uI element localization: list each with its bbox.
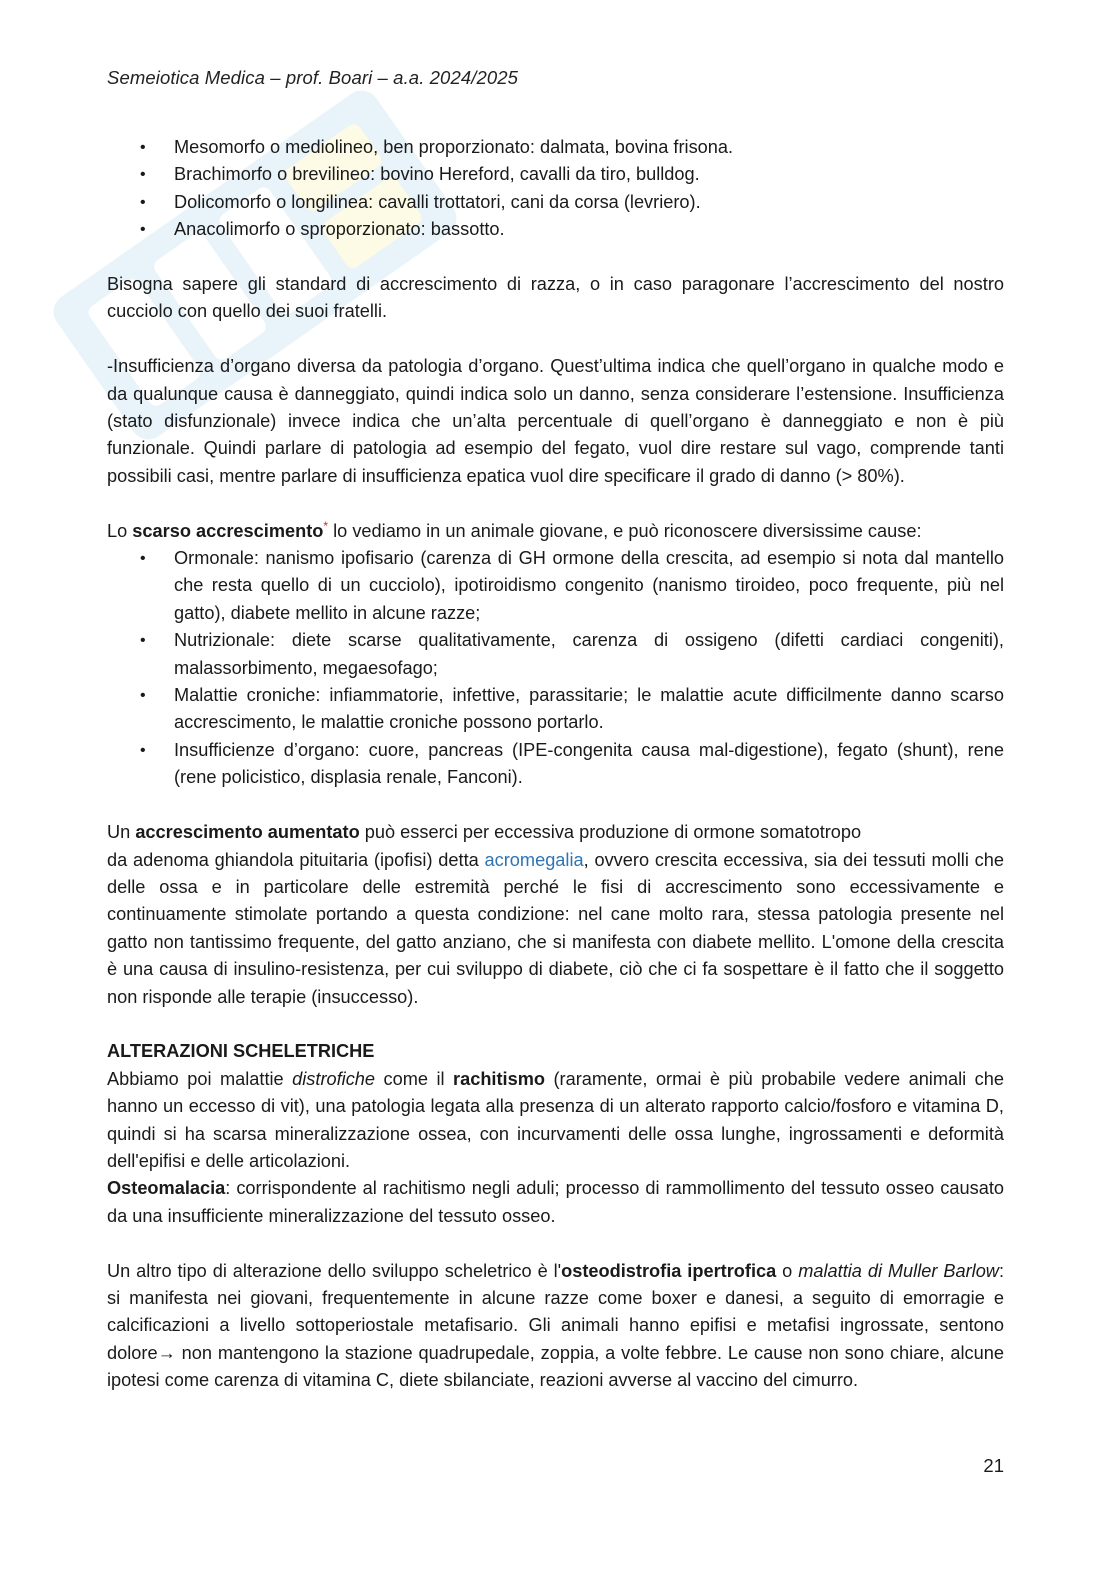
term-accrescimento-aumentato: accrescimento aumentato xyxy=(135,822,360,843)
list-item: • Brachimorfo o brevilineo: bovino Hereford, cavalli da tiro, bulldog. xyxy=(107,161,1004,188)
list-item: • Dolicomorfo o longilinea: cavalli trottatori, cani da corsa (levriero). xyxy=(107,189,1004,216)
list-item: • Malattie croniche: infiammatorie, infettive, parassitarie; le malattie acute difficilmente danno scarso accrescimento, le malattie croniche possono portarlo. xyxy=(107,682,1004,737)
term-rachitismo: rachitismo xyxy=(453,1068,545,1089)
arrow-icon: → xyxy=(157,1342,176,1363)
paragraph-insufficienza: -Insufficienza d’organo diversa da patologia d’organo. Quest’ultima indica che quell’organo in qualche modo e da qualunque causa è danneggiato, quindi indica solo un danno, senza considerare l’estensione. Insufficienza (stato disfunzionale) invece indica che un’alta percentuale di quell’organo è danneggiato e non è più funzionale. Quindi parlare di patologia ad esempio del fegato, vuol dire restare sul vago, comprende tanti possibili casi, mentre parlare di insufficienza epatica vuol dire specificare il grado di danno (> 80%). xyxy=(107,356,1004,486)
footnote-marker: * xyxy=(323,518,329,533)
paragraph-standard: Bisogna sapere gli standard di accrescimento di razza, o in caso paragonare l’accrescimento del nostro cucciolo con quello dei suoi fratelli. xyxy=(107,274,1004,322)
list-item: • Anacolimorfo o sproporzionato: bassotto. xyxy=(107,216,1004,243)
paragraph-rachitismo: Abbiamo poi malattie distrofiche come il rachitismo (raramente, ormai è più probabile vedere animali che hanno un eccesso di vit), una patologia legata alla presenza di un alterato rapporto calcio/fosforo e vitamina D, quindi si ha scarsa mineralizzazione ossea, con incurvamenti delle ossa lunghe, ingrossamenti e deformità dell'epifisi e delle articolazioni. xyxy=(107,1068,1004,1171)
term-osteomalacia: Osteomalacia xyxy=(107,1178,226,1199)
list-item: • Mesomorfo o mediolineo, ben proporzionato: dalmata, bovina frisona. xyxy=(107,134,1004,161)
list-item: • Ormonale: nanismo ipofisario (carenza di GH ormone della crescita, ad esempio si nota dal mantello che resta quello di un cucciolo), ipotiroidismo congenito (nanismo tiroideo, poco frequente, più nel gatto), diabete mellito in alcune razze; xyxy=(107,545,1004,627)
term-osteodistrofia: osteodistrofia ipertrofica xyxy=(561,1260,777,1281)
list-item: • Nutrizionale: diete scarse qualitativamente, carenza di ossigeno (difetti cardiaci congeniti), malassorbimento, megaesofago; xyxy=(107,627,1004,682)
page-content xyxy=(107,134,1004,1395)
causes-list xyxy=(107,545,1004,792)
page-header: Semeiotica Medica – prof. Boari – a.a. 2024/2025 xyxy=(107,67,519,88)
morphotype-list xyxy=(107,134,1004,244)
list-item: • Insufficienze d’organo: cuore, pancreas (IPE-congenita causa mal-digestione), fegato (shunt), rene (rene policistico, displasia renale, Fanconi). xyxy=(107,737,1004,792)
paragraph-accrescimento-aumentato-line1: Un accrescimento aumentato può esserci per eccessiva produzione di ormone somatotropo xyxy=(107,822,862,843)
term-scarso-accrescimento: scarso accrescimento xyxy=(132,520,324,541)
section-heading: ALTERAZIONI SCHELETRICHE xyxy=(107,1041,375,1062)
paragraph-scarso-accrescimento: Lo scarso accrescimento* lo vediamo in un animale giovane, e può riconoscere diversissime cause: xyxy=(107,518,922,541)
paragraph-osteomalacia: Osteomalacia: corrispondente al rachitismo negli aduli; processo di rammollimento del tessuto osseo causato da una insufficiente mineralizzazione del tessuto osseo. xyxy=(107,1178,1004,1226)
paragraph-accrescimento-aumentato: da adenoma ghiandola pituitaria (ipofisi) detta acromegalia, ovvero crescita eccessiva, sia dei tessuti molli che delle ossa e in particolare delle estremità perché le fisi di accrescimento sono eccessivamente e continuamente stimolate portando a questa condizione: nel cane molto rara, stessa patologia presente nel gatto non tantissimo frequente, del gatto anziano, che si manifesta con diabete mellito. L'omone della crescita è una causa di insulino-resistenza, per cui sviluppo di diabete, ciò che ci fa sospettare è il fatto che il soggetto non risponde alle terapie (insuccesso). xyxy=(107,849,1004,1007)
paragraph-osteodistrofia: Un altro tipo di alterazione dello sviluppo scheletrico è l'osteodistrofia ipertrofica o malattia di Muller Barlow: si manifesta nei giovani, frequentemente in alcune razze come boxer e danesi, a seguito di emorragie e calcificazioni a livello sottoperiostale metafisario. Gli animali hanno epifisi e metafisi ingrossate, sentono dolore→ non mantengono la stazione quadrupedale, zoppia, a volte febbre. Le cause non sono chiare, alcune ipotesi come carenza di vitamina C, diete sbilanciate, reazioni avverse al vaccino del cimurro. xyxy=(107,1260,1005,1391)
page-number: 21 xyxy=(983,1455,1004,1476)
acromegalia-link[interactable]: acromegalia xyxy=(484,849,584,870)
